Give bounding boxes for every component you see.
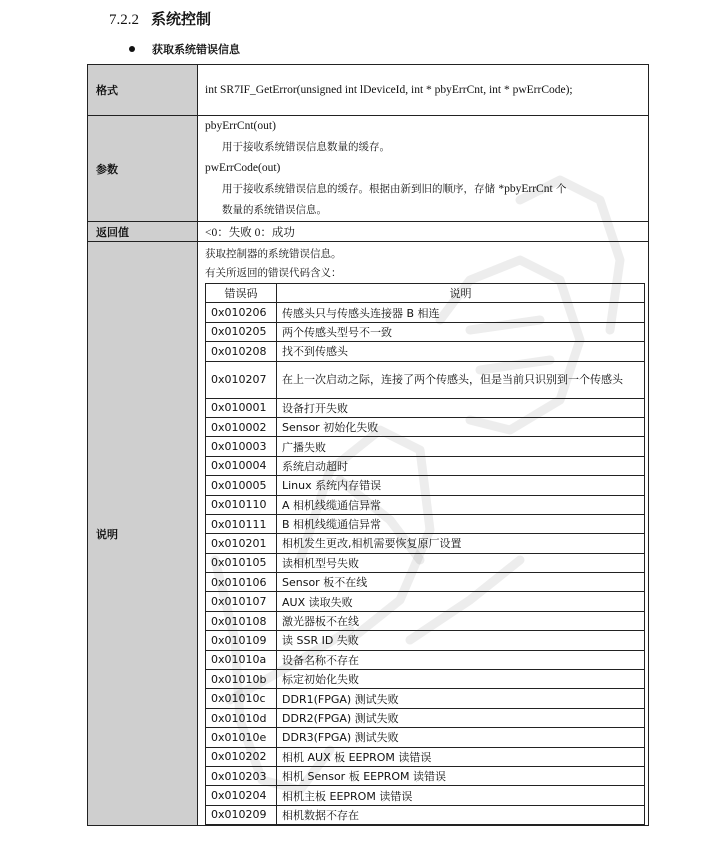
table-row bbox=[206, 573, 645, 592]
table-row bbox=[206, 514, 645, 533]
header-description: 说明 bbox=[277, 284, 645, 303]
param-2-desc-b: *pbyErrCnt bbox=[498, 183, 553, 195]
error-description-cell: 读 SSR ID 失败 bbox=[277, 631, 645, 650]
description-content bbox=[198, 242, 649, 826]
error-code-cell: 0x010202 bbox=[206, 747, 277, 766]
error-code-cell: 0x010005 bbox=[206, 476, 277, 495]
bullet-item bbox=[129, 41, 240, 57]
function-spec-table bbox=[87, 64, 649, 826]
error-description-cell: Sensor 板不在线 bbox=[277, 573, 645, 592]
error-code-cell: 0x010001 bbox=[206, 398, 277, 417]
error-code-cell: 0x010105 bbox=[206, 553, 277, 572]
error-description-cell: 设备打开失败 bbox=[277, 398, 645, 417]
error-description-cell: Sensor 初始化失败 bbox=[277, 417, 645, 436]
table-row bbox=[206, 534, 645, 553]
error-code-cell: 0x01010c bbox=[206, 689, 277, 708]
error-code-cell: 0x010206 bbox=[206, 303, 277, 322]
table-row bbox=[206, 708, 645, 727]
error-description-cell: 广播失败 bbox=[277, 437, 645, 456]
return-label: 返回值 bbox=[88, 222, 198, 242]
error-code-cell: 0x010209 bbox=[206, 805, 277, 824]
return-row bbox=[88, 222, 649, 242]
error-code-cell: 0x01010d bbox=[206, 708, 277, 727]
error-description-cell: 设备名称不存在 bbox=[277, 650, 645, 669]
header-error-code: 错误码 bbox=[206, 284, 277, 303]
error-description-cell: B 相机线缆通信异常 bbox=[277, 514, 645, 533]
error-description-cell: 相机数据不存在 bbox=[277, 805, 645, 824]
error-code-cell: 0x010203 bbox=[206, 766, 277, 785]
return-value-text: <0：失败 0：成功 bbox=[198, 222, 649, 242]
error-description-cell: Linux 系统内存错误 bbox=[277, 476, 645, 495]
table-row bbox=[206, 437, 645, 456]
param-2-desc-cont: 数量的系统错误信息。 bbox=[222, 204, 327, 216]
params-label: 参数 bbox=[88, 116, 198, 222]
error-description-cell: 标定初始化失败 bbox=[277, 670, 645, 689]
table-row bbox=[206, 361, 645, 398]
table-row bbox=[206, 728, 645, 747]
error-code-cell: 0x010207 bbox=[206, 361, 277, 398]
error-description-cell: 相机发生更改,相机需要恢复原厂设置 bbox=[277, 534, 645, 553]
error-description-cell: 传感头只与传感头连接器 B 相连 bbox=[277, 303, 645, 322]
error-code-cell: 0x010002 bbox=[206, 417, 277, 436]
error-description-cell: DDR1(FPGA) 测试失败 bbox=[277, 689, 645, 708]
table-row bbox=[206, 650, 645, 669]
format-signature: int SR7IF_GetError(unsigned int lDeviceId, int * pbyErrCnt, int * pwErrCode); bbox=[198, 65, 649, 116]
params-row bbox=[88, 116, 649, 222]
description-line-1: 获取控制器的系统错误信息。 bbox=[205, 248, 342, 260]
error-code-cell: 0x010205 bbox=[206, 322, 277, 341]
table-row bbox=[206, 611, 645, 630]
error-description-cell: 两个传感头型号不一致 bbox=[277, 322, 645, 341]
error-code-cell: 0x010111 bbox=[206, 514, 277, 533]
error-code-cell: 0x010003 bbox=[206, 437, 277, 456]
error-code-table bbox=[205, 283, 645, 825]
description-line-2: 有关所返回的错误代码含义： bbox=[205, 267, 342, 279]
params-content bbox=[198, 116, 649, 222]
section-title: 系统控制 bbox=[151, 10, 212, 28]
bullet-text: 获取系统错误信息 bbox=[152, 43, 240, 56]
section-heading bbox=[109, 8, 211, 30]
table-row bbox=[206, 303, 645, 322]
error-description-cell: DDR2(FPGA) 测试失败 bbox=[277, 708, 645, 727]
description-label: 说明 bbox=[88, 242, 198, 826]
table-row bbox=[206, 456, 645, 475]
error-description-cell: DDR3(FPGA) 测试失败 bbox=[277, 728, 645, 747]
table-row bbox=[206, 342, 645, 361]
error-code-cell: 0x010108 bbox=[206, 611, 277, 630]
error-description-cell: 激光器板不在线 bbox=[277, 611, 645, 630]
table-row bbox=[206, 631, 645, 650]
table-row bbox=[206, 553, 645, 572]
table-row bbox=[206, 592, 645, 611]
table-row bbox=[206, 670, 645, 689]
error-description-cell: 相机 Sensor 板 EEPROM 读错误 bbox=[277, 766, 645, 785]
section-number: 7.2.2 bbox=[109, 12, 139, 28]
error-description-cell: 相机 AUX 板 EEPROM 读错误 bbox=[277, 747, 645, 766]
param-1-name: pbyErrCnt(out) bbox=[205, 120, 276, 132]
bullet-dot-icon bbox=[129, 46, 135, 52]
error-code-header-row bbox=[206, 284, 645, 303]
table-row bbox=[206, 786, 645, 805]
error-code-cell: 0x010208 bbox=[206, 342, 277, 361]
table-row bbox=[206, 495, 645, 514]
format-label: 格式 bbox=[88, 65, 198, 116]
error-code-cell: 0x01010e bbox=[206, 728, 277, 747]
table-row bbox=[206, 417, 645, 436]
error-code-cell: 0x010201 bbox=[206, 534, 277, 553]
param-2-desc-c: 个 bbox=[552, 183, 567, 195]
param-2-desc-a: 用于接收系统错误信息的缓存。根据由新到旧的顺序，存储 bbox=[222, 183, 499, 195]
error-code-cell: 0x010109 bbox=[206, 631, 277, 650]
error-description-cell: 读相机型号失败 bbox=[277, 553, 645, 572]
error-code-cell: 0x01010b bbox=[206, 670, 277, 689]
error-code-cell: 0x010204 bbox=[206, 786, 277, 805]
error-code-cell: 0x010110 bbox=[206, 495, 277, 514]
table-row bbox=[206, 766, 645, 785]
param-2-name: pwErrCode(out) bbox=[205, 162, 281, 174]
table-row bbox=[206, 805, 645, 824]
table-row bbox=[206, 747, 645, 766]
error-code-rows bbox=[206, 303, 645, 825]
error-description-cell: 系统启动超时 bbox=[277, 456, 645, 475]
error-description-cell: AUX 读取失败 bbox=[277, 592, 645, 611]
error-code-cell: 0x010107 bbox=[206, 592, 277, 611]
error-description-cell: 相机主板 EEPROM 读错误 bbox=[277, 786, 645, 805]
error-description-cell: 找不到传感头 bbox=[277, 342, 645, 361]
table-row bbox=[206, 398, 645, 417]
table-row bbox=[206, 476, 645, 495]
error-code-cell: 0x010004 bbox=[206, 456, 277, 475]
param-1-desc: 用于接收系统错误信息数量的缓存。 bbox=[222, 141, 390, 153]
error-description-cell: A 相机线缆通信异常 bbox=[277, 495, 645, 514]
error-code-cell: 0x010106 bbox=[206, 573, 277, 592]
format-row bbox=[88, 65, 649, 116]
error-code-cell: 0x01010a bbox=[206, 650, 277, 669]
table-row bbox=[206, 322, 645, 341]
param-2-desc bbox=[205, 179, 648, 200]
description-row bbox=[88, 242, 649, 826]
error-description-cell: 在上一次启动之际，连接了两个传感头，但是当前只识别到一个传感头 bbox=[277, 361, 645, 398]
table-row bbox=[206, 689, 645, 708]
